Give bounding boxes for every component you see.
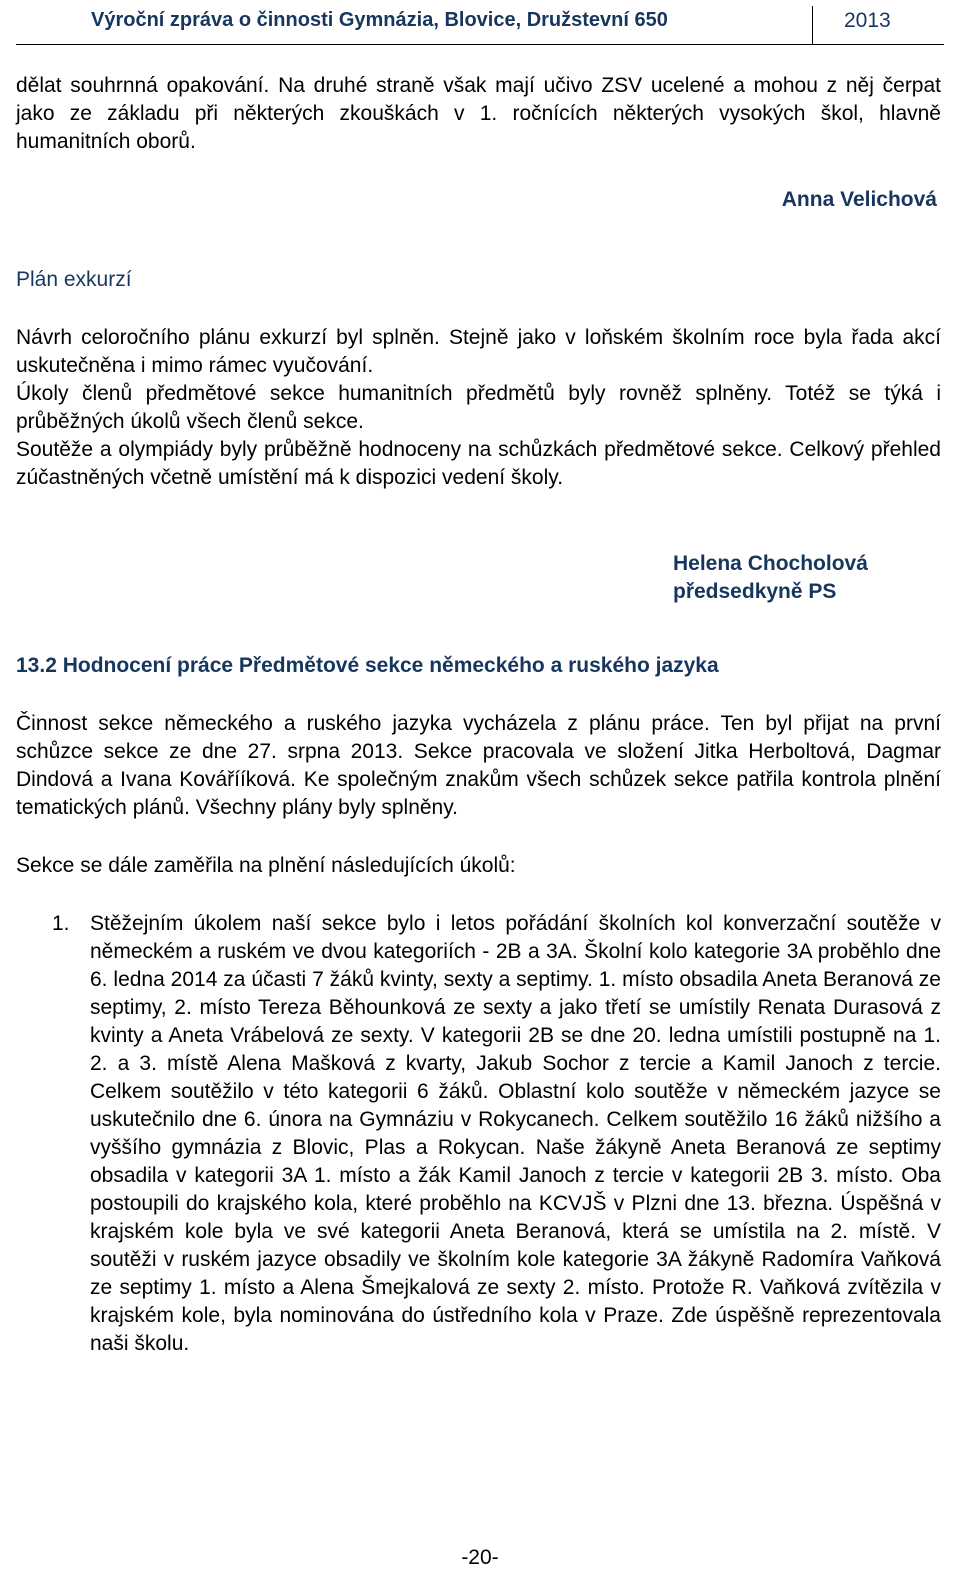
section-heading: 13.2 Hodnocení práce Předmětové sekce německého a ruského jazyka — [16, 654, 719, 677]
heading-excursions: Plán exkurzí — [16, 268, 132, 291]
page-number: -20- — [461, 1546, 499, 1569]
tasks-list — [16, 910, 941, 1358]
signature-role: předsedkyně PS — [673, 580, 837, 603]
paragraph-tasks: Úkoly členů předmětové sekce humanitních předmětů byly rovněž splněny. Totéž se týká i průběžných úkolů všech členů sekce. — [16, 382, 941, 433]
paragraph-competitions: Soutěže a olympiády byly průběžně hodnoceny na schůzkách předmětové sekce. Celkový přehled zúčastněných včetně umístění má k dispozici vedení školy. — [16, 438, 941, 489]
header-divider — [812, 6, 813, 44]
paragraph-excursions: Návrh celoročního plánu exkurzí byl splněn. Stejně jako v loňském školním roce byla řada akcí uskutečněna i mimo rámec vyučování. — [16, 326, 941, 377]
list-item-number: 1. — [52, 912, 70, 935]
page-header — [16, 0, 944, 45]
signature-anna-velichova: Anna Velichová — [781, 188, 937, 211]
list-item — [16, 910, 941, 1358]
header-title: Výroční zpráva o činnosti Gymnázia, Blovice, Družstevní 650 — [91, 9, 668, 31]
page-content — [16, 72, 941, 1358]
signature-name: Helena Chocholová — [673, 552, 868, 575]
intro-paragraph: dělat souhrnná opakování. Na druhé straně však mají učivo ZSV ucelené a mohou z něj čerpat jako ze základu při některých zkouškách v 1. ročnících některých vysokých škol, hlavně humanitních oborů. — [16, 74, 941, 153]
paragraph-section-activity: Činnost sekce německého a ruského jazyka vycházela z plánu práce. Ten byl přijat na první schůzce sekce ze dne 27. srpna 2013. Sekce pracovala ve složení Jitka Herboltová, Dagmar Dindová a Ivana Kovářííková. Ke společným znakům všech schůzek sekce patřila kontrola plnění tematických plánů. Všechny plány byly splněny. — [16, 712, 941, 819]
list-item-text: Stěžejním úkolem naší sekce bylo i letos pořádání školních kol konverzační soutěže v německém a ruském ve dvou kategoriích - 2B a 3A. Školní kolo kategorie 3A proběhlo dne 6. ledna 2014 za účasti 7 žáků kvinty, sexty a septimy. 1. místo obsadila Aneta Beranová ze septimy, 2. místo Tereza Běhounková ze sexty a jako třetí se umístily Renata Durasová z kvinty a Aneta Vrábelová ze sexty. V kategorii 2B se dne 20. ledna umístili postupně na 1. 2. a 3. místě Alena Mašková z kvarty, Jakub Sochor z tercie a Kamil Janoch z tercie. Celkem soutěžilo v této kategorii 6 žáků. Oblastní kolo soutěže v německém jazyce se uskutečnilo dne 6. února na Gymnáziu v Rokycanech. Celkem soutěžilo 16 žáků nižšího a vyššího gymnázia z Blovic, Plas a Rokycan. Naše žákyně Aneta Beranová ze septimy obsadila v kategorii 3A 1. místo a žák Kamil Janoch z tercie v kategorii 2B 3. místo. Oba postoupili do krajského kola, které proběhlo na KCVJŠ v Plzni dne 13. března. Úspěšná v krajském kole byla ve své kategorii Aneta Beranová, která se umístila na 2. místě. V soutěži v ruském jazyce obsadily ve školním kole kategorie 3A žákyně Radomíra Vaňková ze septimy 1. místo a Alena Šmejkalová ze sexty 2. místo. Protože R. Vaňková zvítězila v krajském kole, byla nominována do ústředního kola v Praze. Zde úspěšně reprezentovala naši školu. — [90, 912, 941, 1355]
paragraph-tasks-intro: Sekce se dále zaměřila na plnění následujících úkolů: — [16, 854, 516, 877]
header-year: 2013 — [844, 9, 891, 32]
